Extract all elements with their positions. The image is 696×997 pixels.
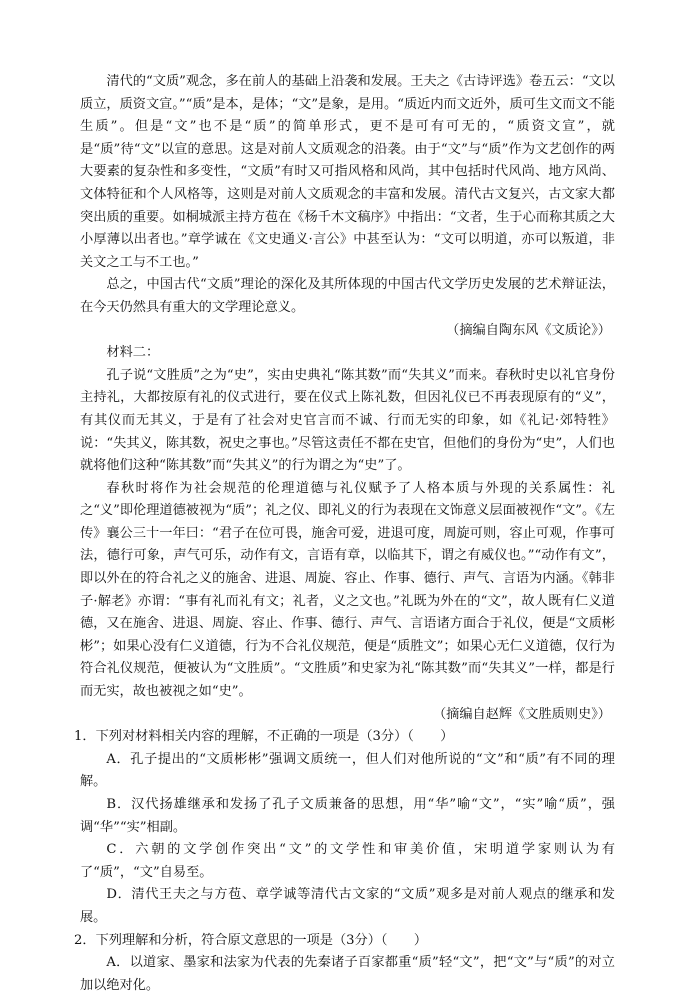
paragraph-spring-autumn: 春秋时将作为社会规范的伦理道德与礼仪赋予了人格本质与外现的关系属性：礼之“义”即伦理道德被视为“质”；礼之仪、即礼义的行为表现在文饰意义层面被视作“文”。《左传》襄公三十一年曰：“君子在位可畏，施舍可爱，进退可度，周旋可则，容止可观，作事可法，德行可象，声气可乐，动作有文，言语有章，以临其下，谓之有威仪也。”“动作有文”，即以外在的符合礼之义的施舍、进退、周旋、容止、作事、德行、声气、言语为内涵。《韩非子·解老》亦谓：“事有礼而礼有文；礼者，义之文也。”礼既为外在的“文”，故人既有仁义道德，又在施舍、进退、周旋、容止、作事、德行、声气、言语诸方面合于礼仪，便是“文质彬彬”；如果心没有仁义道德，行为不合礼仪规范，便是“质胜文”；如果心无仁义道德，仅行为符合礼仪规范，便被认为“文胜质”。“文胜质”和史家为礼“陈其数”而“失其义”一样，都是行而无实，故也被视之如“史”。	[80, 480, 615, 700]
question-2: 2．下列理解和分析，符合原文意思的一项是（3分）（ ）	[74, 932, 428, 948]
question-1-option-d: D．清代王夫之与方苞、章学诚等清代古文家的“文质”观多是对前人观点的继承和发展。	[80, 887, 615, 925]
question-1-option-c: C．六朝的文学创作突出“文”的文学性和审美价值，宋明道学家则认为有了“质”，“文”自易至。	[80, 842, 615, 880]
material-2-label: 材料二：	[106, 345, 160, 361]
question-1-option-a: A．孔子提出的“文质彬彬”强调文质统一，但人们对他所说的“文”和“质”有不同的理解。	[80, 751, 615, 790]
document-page	[74, 71, 615, 997]
question-2-option-a: A．以道家、墨家和法家为代表的先秦诸子百家都重“质”轻“文”，把“文”与“质”的对立加以绝对化。	[80, 955, 615, 993]
source-citation-1: （摘编自陶东风《文质论》）	[446, 322, 611, 338]
question-1: 1．下列对材料相关内容的理解，不正确的一项是（3分）（ ）	[74, 729, 454, 745]
paragraph-confucius: 孔子说“文胜质”之为“史”，实由史典礼“陈其数”而“失其义”而来。春秋时史以礼官身份主持礼，大都按原有礼的仪式进行，要在仪式上陈礼数，但因礼仪已不再表现原有的“义”，有其仪而无其义，于是有了社会对史官言而不诚、行而无实的印象，如《礼记·郊特牲》说：“失其义，陈其数，祝史之事也。”尽管这责任不都在史官，但他们的身份为“史”，人们也就将他们这种“陈其数”而“失其义”的行为谓之为“史”了。	[80, 367, 615, 474]
paragraph-conclusion: 总之，中国古代“文质”理论的深化及其所体现的中国古代文学历史发展的艺术辩证法，在今天仍然具有重大的文学理论意义。	[80, 277, 615, 315]
paragraph-qing-dynasty: 清代的“文质”观念，多在前人的基础上沿袭和发展。王夫之《古诗评选》卷五云：“文以质立，质资文宣。”“质”是本，是体；“文”是象，是用。“质近内而文近外，质可生文而文不能生质”。但是“文”也不是“质”的简单形式，更不是可有可无的，“质资文宣”，就是“质”待“文”以宣的意思。这是对前人文质观念的沿袭。由于“文”与“质”作为文艺创作的两大要素的复杂性和多变性，“文质”有时又可指风格和风尚，其中包括时代风尚、地方风尚、文体特征和个人风格等，这则是对前人文质观念的丰富和发展。清代古文复兴，古文家大都突出质的重要。如桐城派主持方苞在《杨千木文稿序》中指出：“文者，生于心而称其质之大小厚薄以出者也。”章学诚在《文史通义·言公》中甚至认为：“文可以明道，亦可以叛道，非关文之工与不工也。”	[80, 74, 615, 270]
question-1-option-b: B．汉代扬雄继承和发扬了孔子文质兼备的思想，用“华”喻“文”，“实”喻“质”，强调“华”“实”相副。	[80, 797, 615, 835]
source-citation-2: （摘编自赵辉《文胜质则史》）	[432, 706, 611, 722]
